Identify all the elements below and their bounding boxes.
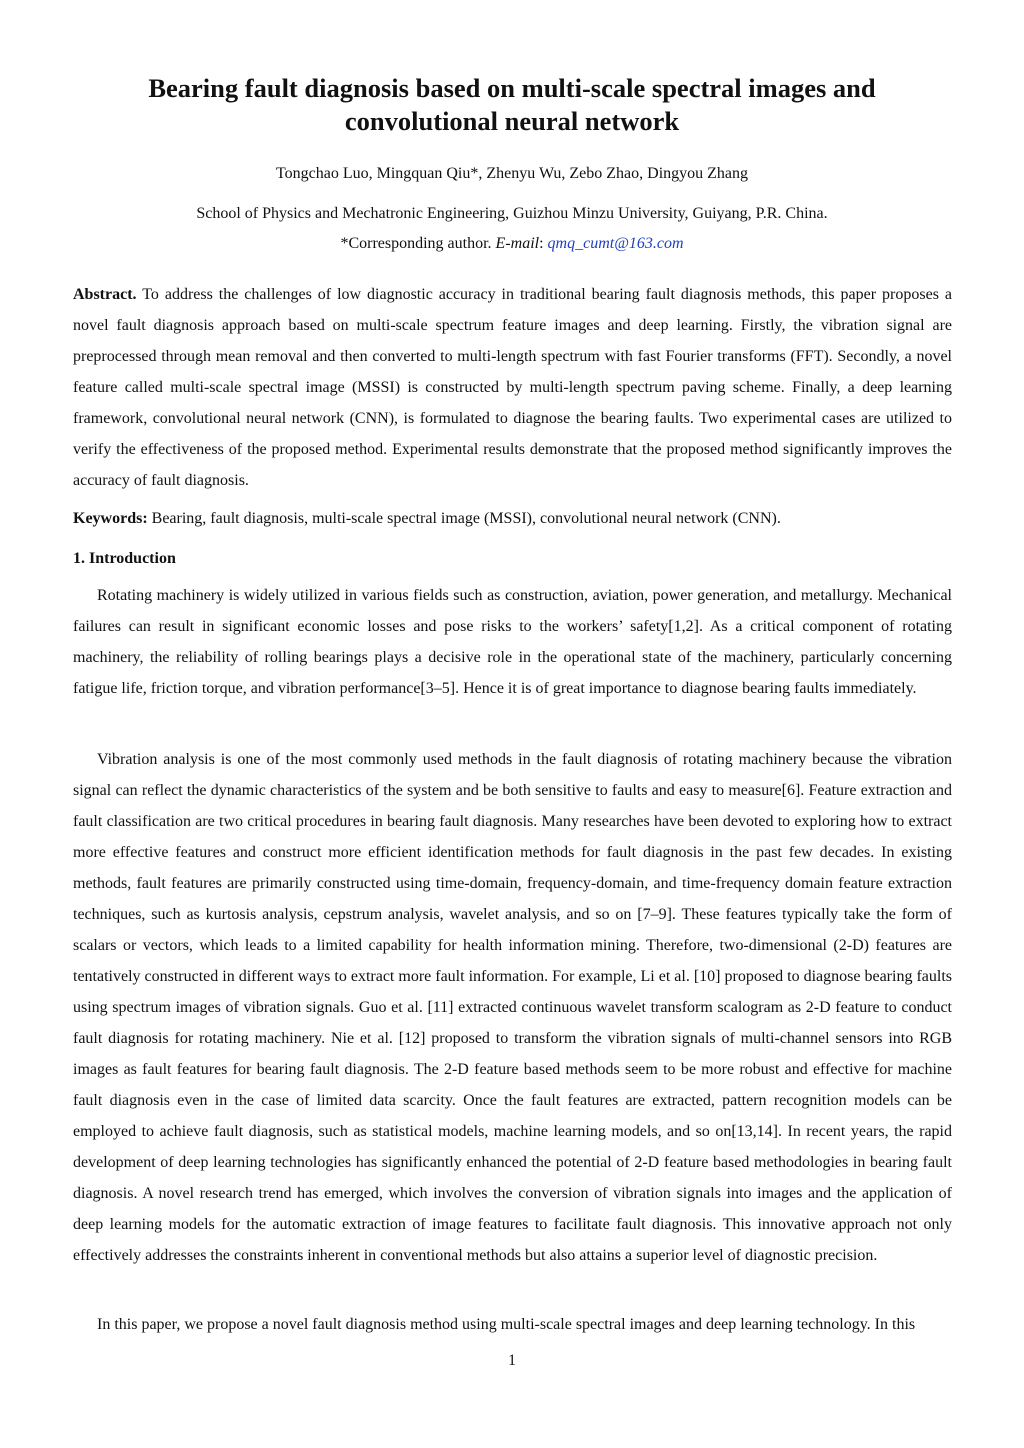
page-number: 1 [508, 1352, 516, 1369]
abstract-label: Abstract. [73, 286, 137, 303]
affiliation: School of Physics and Mechatronic Engineering, Guizhou Minzu University, Guiyang, P.R. China. [196, 205, 828, 222]
keywords-text: Bearing, fault diagnosis, multi-scale spectral image (MSSI), convolutional neural network (CNN). [147, 510, 781, 527]
title-line-1: Bearing fault diagnosis based on multi-scale spectral images and [148, 73, 876, 103]
intro-paragraph-3: In this paper, we propose a novel fault diagnosis method using multi-scale spectral images and deep learning technology. In this [97, 1316, 916, 1333]
keywords-label: Keywords: [73, 510, 148, 527]
corresponding-author [72, 234, 952, 254]
section-heading-introduction: 1. Introduction [73, 550, 176, 567]
paper-title [100, 72, 924, 138]
keywords [73, 503, 952, 534]
abstract-text: To address the challenges of low diagnostic accuracy in traditional bearing fault diagnosis methods, this paper proposes a novel fault diagnosis approach based on multi-scale spectrum feature images and deep learning. Firstly, the vibration signal are preprocessed through mean removal and then converted to multi-length spectrum with fast Fourier transforms (FFT). Secondly, a novel feature called multi-scale spectral image (MSSI) is constructed by multi-length spectrum paving scheme. Finally, a deep learning framework, convolutional neural network (CNN), is formulated to diagnose the bearing faults. Two experimental cases are utilized to verify the effectiveness of the proposed method. Experimental results demonstrate that the proposed method significantly improves the accuracy of fault diagnosis. [73, 286, 952, 489]
title-line-2: convolutional neural network [344, 106, 680, 136]
abstract [73, 279, 952, 496]
intro-paragraph-2: Vibration analysis is one of the most commonly used methods in the fault diagnosis of rotating machinery because the vibration signal can reflect the dynamic characteristics of the system and be both sensitive to faults and easy to measure[6]. Feature extraction and fault classification are two critical procedures in bearing fault diagnosis. Many researches have been devoted to exploring how to extract more effective features and construct more efficient identification methods for fault diagnosis in the past few decades. In existing methods, fault features are primarily constructed using time-domain, frequency-domain, and time-frequency domain feature extraction techniques, such as kurtosis analysis, cepstrum analysis, wavelet analysis, and so on [7–9]. These features typically take the form of scalars or vectors, which leads to a limited capability for health information mining. Therefore, two-dimensional (2-D) features are tentatively constructed in different ways to extract more fault information. For example, Li et al. [10] proposed to diagnose bearing faults using spectrum images of vibration signals. Guo et al. [11] extracted continuous wavelet transform scalogram as 2-D feature to conduct fault diagnosis for rotating machinery. Nie et al. [12] proposed to transform the vibration signals of multi-channel sensors into RGB images as fault features for bearing fault diagnosis. The 2-D feature based methods seem to be more robust and effective for machine fault diagnosis even in the case of limited data scarcity. Once the fault features are extracted, pattern recognition models can be employed to achieve fault diagnosis, such as statistical models, machine learning models, and so on[13,14]. In recent years, the rapid development of deep learning technologies has significantly enhanced the potential of 2-D feature based methodologies in bearing fault diagnosis. A novel research trend has emerged, which involves the conversion of vibration signals into images and the application of deep learning models for the automatic extraction of image features to facilitate fault diagnosis. This innovative approach not only effectively addresses the constraints inherent in conventional methods but also attains a superior level of diagnostic precision. [73, 751, 952, 1264]
author-list: Tongchao Luo, Mingquan Qiu*, Zhenyu Wu, Zebo Zhao, Dingyou Zhang [275, 165, 749, 182]
email-link[interactable]: qmq_cumt@163.com [547, 235, 684, 252]
email-separator: : [539, 235, 548, 252]
email-label: E-mail [495, 235, 540, 252]
intro-paragraph-1: Rotating machinery is widely utilized in various fields such as construction, aviation, power generation, and metallurgy. Mechanical failures can result in significant economic losses and pose risks to the workers’ safety[1,2]. As a critical component of rotating machinery, the reliability of rolling bearings plays a decisive role in the operational state of the machinery, particularly concerning fatigue life, friction torque, and vibration performance[3–5]. Hence it is of great importance to diagnose bearing faults immediately. [73, 587, 952, 697]
corresponding-prefix: *Corresponding author. [340, 235, 496, 252]
